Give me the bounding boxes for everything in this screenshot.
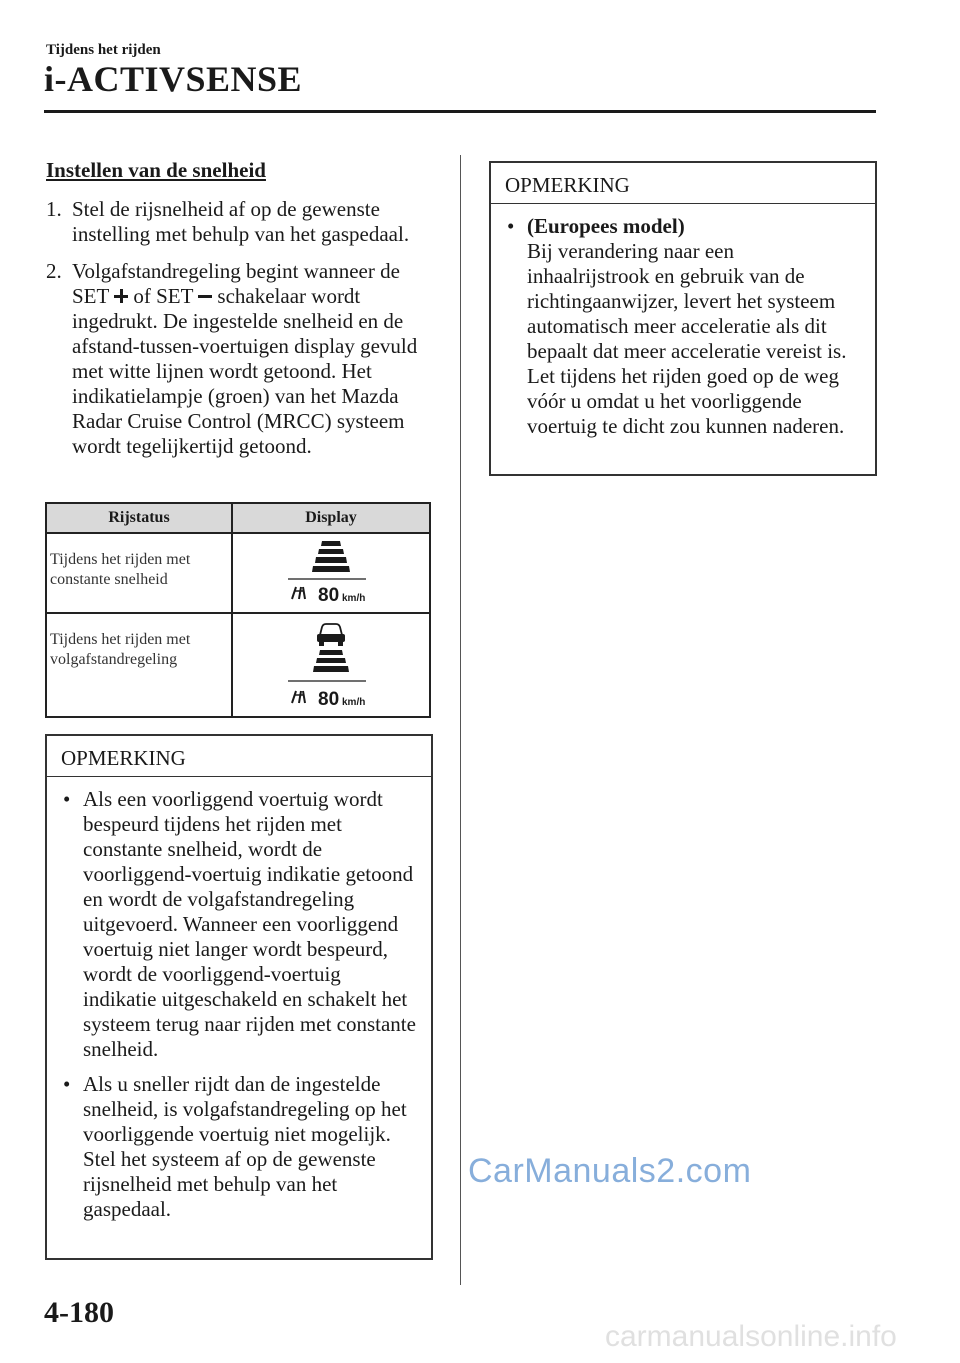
row-label: Tijdens het rijden met volgafstandregeling bbox=[46, 613, 232, 717]
note-item bbox=[501, 214, 861, 439]
step2-part-c: schakelaar wordt ingedrukt. De ingestelde snelheid en de afstand-tussen-voertuigen display gevuld met witte lijnen wordt getoond. Het indikatielampje (groen) van het Mazda Radar Cruise Control (MRCC) systeem wordt tegelijkertijd getoond. bbox=[72, 284, 418, 458]
minus-icon bbox=[197, 288, 213, 304]
note-title: OPMERKING bbox=[47, 736, 431, 777]
lane-icon bbox=[292, 691, 305, 703]
step2-part-b: of SET bbox=[133, 284, 194, 308]
header-display: Display bbox=[232, 503, 430, 533]
table-row bbox=[46, 533, 430, 613]
speed-value: 80 bbox=[318, 689, 340, 710]
column-divider bbox=[460, 155, 461, 1285]
table-row bbox=[46, 613, 430, 717]
note-box-2 bbox=[489, 161, 877, 476]
speed-unit: km/h bbox=[342, 697, 366, 708]
note-item: • Als een voorliggend voertuig wordt bespeurd tijdens het rijden met constante snelheid, wordt de voorliggend-voertuig indikatie getoond en wordt de volgafstandregeling uitgevoerd. Wanneer een voorliggend voertuig niet langer wordt bespeurd, wordt de voorliggend-voertuig indikatie uitgeschakeld en schakelt het systeem terug naar rijden met constante snelheid. bbox=[57, 787, 417, 1062]
section-label: Tijdens het rijden bbox=[46, 42, 161, 58]
step-number: 1. bbox=[46, 197, 62, 221]
row-label: Tijdens het rijden met constante snelheid bbox=[46, 533, 232, 613]
page-number: 4-180 bbox=[44, 1296, 114, 1329]
step-2 bbox=[46, 259, 434, 459]
note-list bbox=[47, 777, 431, 1246]
status-table bbox=[45, 502, 431, 718]
display-constant-speed bbox=[234, 535, 428, 611]
subheading: Instellen van de snelheid bbox=[46, 158, 266, 182]
step-number: 2. bbox=[46, 259, 62, 283]
note-list bbox=[491, 204, 875, 463]
step-text: Stel de rijsnelheid af op de gewenste instelling met behulp van het gaspedaal. bbox=[72, 197, 410, 246]
distance-bars-icon bbox=[234, 535, 428, 611]
display-following-distance bbox=[234, 615, 428, 715]
step-1 bbox=[46, 197, 434, 247]
watermark-link[interactable]: CarManuals2.com bbox=[468, 1152, 752, 1190]
note-box-1 bbox=[45, 734, 433, 1260]
chapter-title: i-ACTIVSENSE bbox=[44, 59, 303, 99]
lane-icon bbox=[292, 587, 305, 599]
speed-value: 80 bbox=[318, 585, 340, 606]
header-rijstatus: Rijstatus bbox=[46, 503, 232, 533]
step2-part-a: Volgafstandregeling begint wanneer de SET bbox=[72, 259, 400, 308]
note-item-text: Bij verandering naar een inhaalrijstrook en gebruik van de richtingaanwijzer, levert het systeem automatisch meer acceleratie als dit bepaalt dat meer acceleratie vereist is. Let tijdens het rijden goed op de weg vóór u omdat u het voorliggende voertuig te dicht zou kunnen naderen. bbox=[527, 239, 847, 438]
header-rule bbox=[44, 110, 876, 113]
table-header-row bbox=[46, 503, 430, 533]
site-mark: carmanualsonline.info bbox=[605, 1320, 897, 1353]
step-text bbox=[72, 259, 434, 459]
note-item: • Als u sneller rijdt dan de ingestelde snelheid, is volgafstandregeling op het voorliggende voertuig niet mogelijk. Stel het systeem af op de gewenste rijsnelheid met behulp van het gaspedaal. bbox=[57, 1072, 417, 1222]
left-column bbox=[46, 158, 434, 471]
speed-unit: km/h bbox=[342, 593, 366, 604]
plus-icon bbox=[113, 288, 129, 304]
vehicle-ahead-icon bbox=[317, 624, 345, 646]
note-item-heading: (Europees model) bbox=[527, 214, 685, 238]
distance-bars-icon bbox=[234, 615, 428, 715]
note-title: OPMERKING bbox=[491, 163, 875, 204]
